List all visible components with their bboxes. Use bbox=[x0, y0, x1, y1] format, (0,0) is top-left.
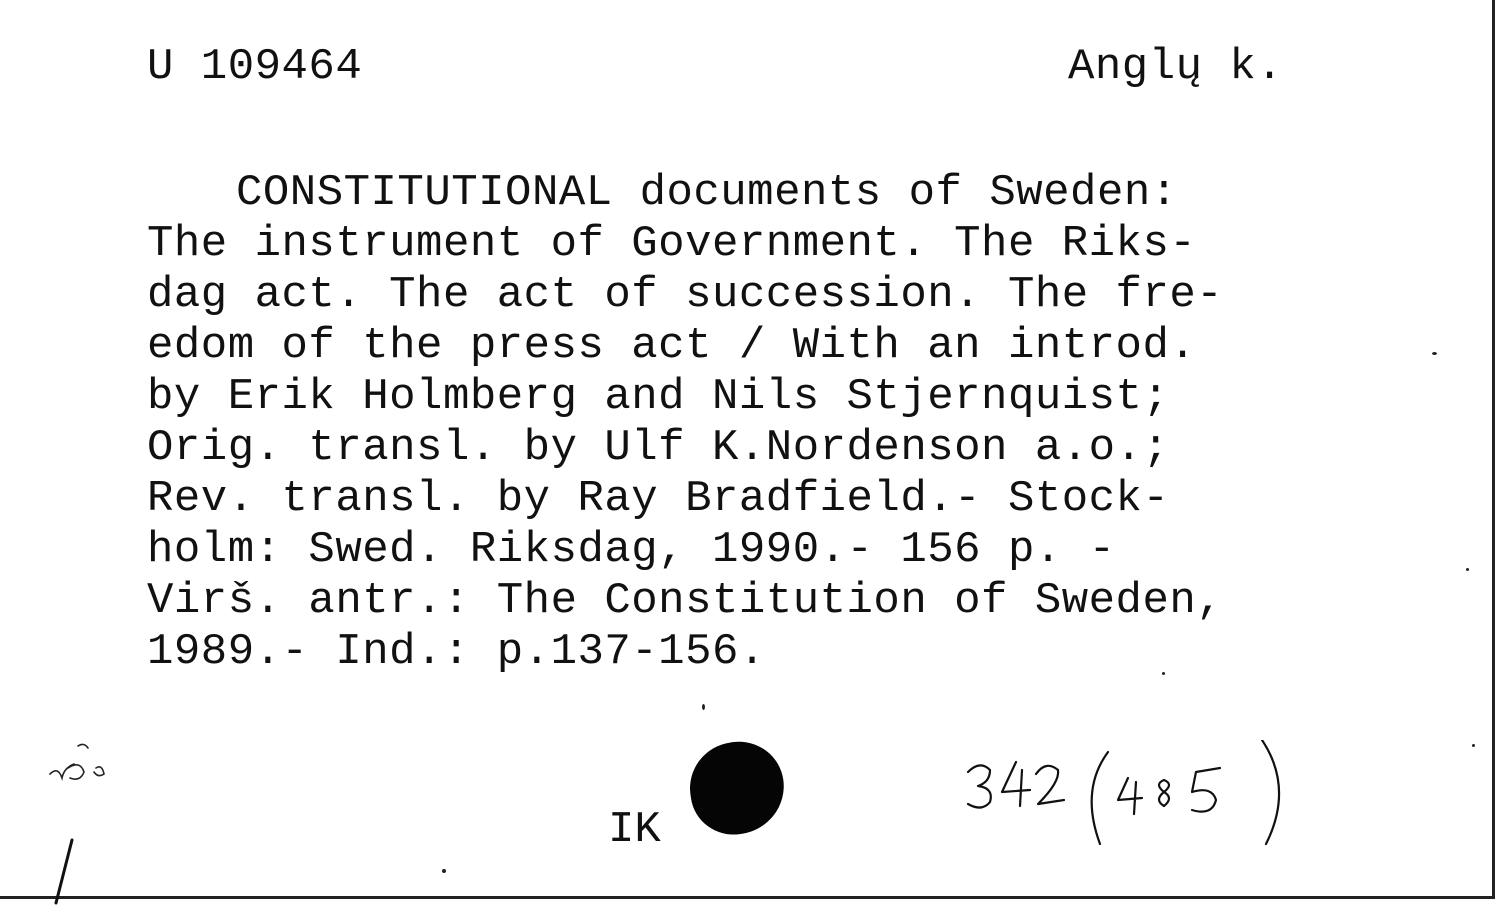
body-line: Virš. antr.: The Constitution of Sweden, bbox=[147, 576, 1224, 626]
ink-speck bbox=[1466, 568, 1469, 571]
body-line: The instrument of Government. The Riks- bbox=[147, 219, 1197, 269]
call-number: U 109464 bbox=[147, 42, 363, 92]
body-line: edom of the press act / With an introd. bbox=[147, 321, 1197, 371]
handwritten-number bbox=[960, 740, 1290, 850]
title-line: CONSTITUTIONAL documents of Sweden: bbox=[236, 168, 1178, 218]
body-line: Rev. transl. by Ray Bradfield.- Stock- bbox=[147, 474, 1170, 524]
stamp-initials: IK bbox=[608, 805, 661, 855]
ink-speck bbox=[1162, 672, 1165, 675]
punch-hole bbox=[684, 736, 790, 840]
body-line: by Erik Holmberg and Nils Stjernquist; bbox=[147, 372, 1170, 422]
ink-speck bbox=[1432, 352, 1437, 355]
ink-speck bbox=[1472, 744, 1475, 747]
body-line: holm: Swed. Riksdag, 1990.- 156 p. - bbox=[147, 525, 1116, 575]
location-code: Anglų k. bbox=[1068, 42, 1284, 92]
body-line: Orig. transl. by Ulf K.Nordenson a.o.; bbox=[147, 423, 1170, 473]
ink-speck bbox=[702, 704, 705, 710]
body-line: 1989.- Ind.: p.137-156. bbox=[147, 627, 766, 677]
margin-scribble bbox=[44, 738, 154, 908]
ink-speck bbox=[442, 869, 446, 873]
body-line: dag act. The act of succession. The fre- bbox=[147, 270, 1224, 320]
